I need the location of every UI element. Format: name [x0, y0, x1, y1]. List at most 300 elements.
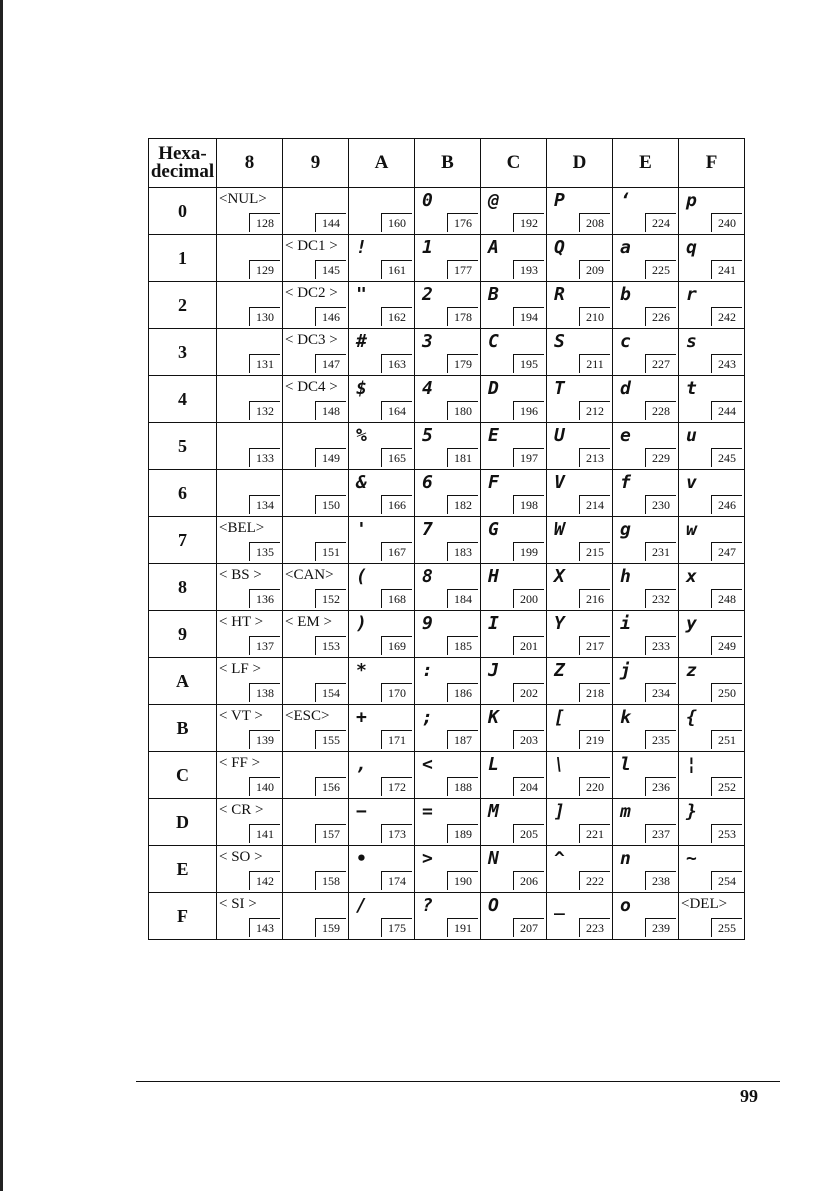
decimal-code-box: 139 — [249, 730, 280, 749]
table-cell — [547, 235, 613, 282]
table-cell — [415, 658, 481, 705]
table-cell — [613, 611, 679, 658]
decimal-code-box: 192 — [513, 213, 544, 232]
table-cell — [481, 282, 547, 329]
decimal-code-box: 137 — [249, 636, 280, 655]
decimal-code-box: 227 — [645, 354, 676, 373]
character-glyph: ¦ — [686, 754, 697, 775]
character-glyph: M — [488, 801, 499, 822]
row-header: 9 — [149, 611, 217, 658]
table-cell — [547, 893, 613, 940]
decimal-code-box: 180 — [447, 401, 478, 420]
character-glyph: K — [488, 707, 499, 728]
decimal-code-box: 157 — [315, 824, 346, 843]
table-cell — [415, 846, 481, 893]
table-cell — [481, 705, 547, 752]
table-cell — [481, 470, 547, 517]
character-glyph: @ — [488, 190, 499, 211]
decimal-code-box: 164 — [381, 401, 412, 420]
character-glyph: N — [488, 848, 499, 869]
character-glyph: # — [356, 331, 367, 352]
character-glyph: = — [422, 801, 433, 822]
decimal-code-box: 148 — [315, 401, 346, 420]
decimal-code-box: 128 — [249, 213, 280, 232]
character-glyph: > — [422, 848, 433, 869]
character-glyph: Y — [554, 613, 565, 634]
table-cell — [679, 799, 745, 846]
table-cell — [217, 517, 283, 564]
row-header: 8 — [149, 564, 217, 611]
row-header: 4 — [149, 376, 217, 423]
table-cell — [217, 423, 283, 470]
decimal-code-box: 212 — [579, 401, 610, 420]
table-cell — [679, 611, 745, 658]
table-cell — [481, 846, 547, 893]
table-cell — [613, 282, 679, 329]
decimal-code-box: 218 — [579, 683, 610, 702]
character-glyph: j — [620, 660, 631, 681]
decimal-code-box: 226 — [645, 307, 676, 326]
table-cell — [217, 564, 283, 611]
table-cell — [349, 329, 415, 376]
decimal-code-box: 150 — [315, 495, 346, 514]
table-cell — [283, 705, 349, 752]
decimal-code-box: 229 — [645, 448, 676, 467]
table-cell — [349, 705, 415, 752]
table-cell — [547, 846, 613, 893]
decimal-code-box: 239 — [645, 918, 676, 937]
character-glyph: L — [488, 754, 499, 775]
decimal-code-box: 183 — [447, 542, 478, 561]
decimal-code-box: 203 — [513, 730, 544, 749]
character-glyph: D — [488, 378, 499, 399]
character-glyph: m — [620, 801, 631, 822]
decimal-code-box: 246 — [711, 495, 742, 514]
table-cell — [613, 329, 679, 376]
table-cell — [283, 329, 349, 376]
decimal-code-box: 163 — [381, 354, 412, 373]
character-glyph: 5 — [422, 425, 433, 446]
decimal-code-box: 130 — [249, 307, 280, 326]
character-glyph: + — [356, 707, 367, 728]
decimal-code-box: 249 — [711, 636, 742, 655]
decimal-code-box: 161 — [381, 260, 412, 279]
decimal-code-box: 202 — [513, 683, 544, 702]
table-cell — [349, 470, 415, 517]
table-body — [149, 188, 745, 940]
decimal-code-box: 236 — [645, 777, 676, 796]
table-cell — [283, 564, 349, 611]
character-glyph: ] — [554, 801, 565, 822]
decimal-code-box: 135 — [249, 542, 280, 561]
decimal-code-box: 195 — [513, 354, 544, 373]
decimal-code-box: 196 — [513, 401, 544, 420]
decimal-code-box: 147 — [315, 354, 346, 373]
character-glyph: k — [620, 707, 631, 728]
decimal-code-box: 209 — [579, 260, 610, 279]
decimal-code-box: 217 — [579, 636, 610, 655]
table-cell — [217, 705, 283, 752]
table-cell — [679, 376, 745, 423]
table-row — [149, 611, 745, 658]
character-glyph: X — [554, 566, 565, 587]
decimal-code-box: 136 — [249, 589, 280, 608]
table-cell — [217, 470, 283, 517]
decimal-code-box: 146 — [315, 307, 346, 326]
control-code-label: < LF > — [219, 661, 261, 677]
table-cell — [217, 282, 283, 329]
decimal-code-box: 141 — [249, 824, 280, 843]
table-row — [149, 376, 745, 423]
decimal-code-box: 205 — [513, 824, 544, 843]
character-glyph: h — [620, 566, 631, 587]
decimal-code-box: 190 — [447, 871, 478, 890]
character-glyph: ; — [422, 707, 433, 728]
control-code-label: <BEL> — [219, 520, 265, 536]
decimal-code-box: 231 — [645, 542, 676, 561]
table-row — [149, 893, 745, 940]
decimal-code-box: 171 — [381, 730, 412, 749]
character-glyph: C — [488, 331, 499, 352]
decimal-code-box: 238 — [645, 871, 676, 890]
decimal-code-box: 245 — [711, 448, 742, 467]
row-header: A — [149, 658, 217, 705]
decimal-code-box: 187 — [447, 730, 478, 749]
decimal-code-box: 176 — [447, 213, 478, 232]
table-cell — [679, 517, 745, 564]
page-binding-edge — [0, 0, 3, 1191]
decimal-code-box: 181 — [447, 448, 478, 467]
decimal-code-box: 160 — [381, 213, 412, 232]
control-code-label: < DC3 > — [285, 332, 338, 348]
table-row — [149, 282, 745, 329]
decimal-code-box: 225 — [645, 260, 676, 279]
table-cell — [217, 658, 283, 705]
table-cell — [679, 658, 745, 705]
decimal-code-box: 185 — [447, 636, 478, 655]
decimal-code-box: 237 — [645, 824, 676, 843]
table-cell — [283, 846, 349, 893]
table-row — [149, 799, 745, 846]
table-cell — [349, 517, 415, 564]
decimal-code-box: 189 — [447, 824, 478, 843]
character-glyph: ~ — [686, 848, 697, 869]
decimal-code-box: 188 — [447, 777, 478, 796]
decimal-code-box: 168 — [381, 589, 412, 608]
column-header-a: A — [349, 139, 415, 188]
decimal-code-box: 173 — [381, 824, 412, 843]
character-glyph: S — [554, 331, 565, 352]
decimal-code-box: 194 — [513, 307, 544, 326]
decimal-code-box: 230 — [645, 495, 676, 514]
decimal-code-box: 174 — [381, 871, 412, 890]
character-glyph: J — [488, 660, 499, 681]
decimal-code-box: 184 — [447, 589, 478, 608]
decimal-code-box: 213 — [579, 448, 610, 467]
decimal-code-box: 201 — [513, 636, 544, 655]
control-code-label: < DC1 > — [285, 238, 338, 254]
character-glyph: 8 — [422, 566, 433, 587]
decimal-code-box: 172 — [381, 777, 412, 796]
decimal-code-box: 167 — [381, 542, 412, 561]
table-cell — [217, 329, 283, 376]
character-glyph: q — [686, 237, 697, 258]
character-glyph: & — [356, 472, 367, 493]
table-cell — [679, 564, 745, 611]
control-code-label: < DC2 > — [285, 285, 338, 301]
table-cell — [415, 517, 481, 564]
table-cell — [481, 329, 547, 376]
character-glyph: 9 — [422, 613, 433, 634]
table-cell — [349, 423, 415, 470]
table-cell — [547, 705, 613, 752]
decimal-code-box: 235 — [645, 730, 676, 749]
table-cell — [481, 611, 547, 658]
character-glyph: A — [488, 237, 499, 258]
table-cell — [217, 611, 283, 658]
character-glyph: " — [356, 284, 367, 305]
character-glyph: Z — [554, 660, 565, 681]
table-cell — [349, 846, 415, 893]
decimal-code-box: 143 — [249, 918, 280, 937]
character-glyph: s — [686, 331, 697, 352]
table-cell — [283, 470, 349, 517]
row-header: 2 — [149, 282, 217, 329]
decimal-code-box: 169 — [381, 636, 412, 655]
column-header-8: 8 — [217, 139, 283, 188]
table-cell — [415, 705, 481, 752]
control-code-label: <CAN> — [285, 567, 334, 583]
decimal-code-box: 186 — [447, 683, 478, 702]
decimal-code-box: 252 — [711, 777, 742, 796]
character-code-table — [148, 138, 745, 940]
character-glyph: , — [356, 754, 367, 775]
decimal-code-box: 152 — [315, 589, 346, 608]
table-cell — [679, 282, 745, 329]
character-glyph: u — [686, 425, 697, 446]
character-glyph: w — [686, 519, 697, 540]
character-glyph: c — [620, 331, 631, 352]
table-cell — [283, 893, 349, 940]
character-glyph: g — [620, 519, 631, 540]
decimal-code-box: 154 — [315, 683, 346, 702]
decimal-code-box: 138 — [249, 683, 280, 702]
table-cell — [481, 376, 547, 423]
table-cell — [547, 752, 613, 799]
table-cell — [415, 235, 481, 282]
table-row — [149, 235, 745, 282]
table-cell — [415, 282, 481, 329]
decimal-code-box: 191 — [447, 918, 478, 937]
character-glyph: ( — [356, 566, 367, 587]
character-glyph: 1 — [422, 237, 433, 258]
table-cell — [349, 611, 415, 658]
table-cell — [613, 658, 679, 705]
control-code-label: < FF > — [219, 755, 261, 771]
table-cell — [349, 658, 415, 705]
table-cell — [415, 611, 481, 658]
table-cell — [613, 188, 679, 235]
table-cell — [613, 235, 679, 282]
row-header: 0 — [149, 188, 217, 235]
character-glyph: b — [620, 284, 631, 305]
decimal-code-box: 224 — [645, 213, 676, 232]
character-glyph: p — [686, 190, 697, 211]
control-code-label: < CR > — [219, 802, 264, 818]
decimal-code-box: 241 — [711, 260, 742, 279]
character-glyph: _ — [554, 895, 565, 916]
table-cell — [547, 517, 613, 564]
control-code-label: < HT > — [219, 614, 264, 630]
decimal-code-box: 165 — [381, 448, 412, 467]
control-code-label: < VT > — [219, 708, 263, 724]
control-code-label: < BS > — [219, 567, 262, 583]
table-cell — [217, 752, 283, 799]
decimal-code-box: 153 — [315, 636, 346, 655]
character-glyph: 4 — [422, 378, 433, 399]
table-cell — [481, 893, 547, 940]
character-glyph: l — [620, 754, 631, 775]
decimal-code-box: 166 — [381, 495, 412, 514]
table-cell — [283, 282, 349, 329]
table-cell — [547, 282, 613, 329]
table-row — [149, 564, 745, 611]
table-cell — [613, 846, 679, 893]
decimal-code-box: 151 — [315, 542, 346, 561]
table-cell — [547, 470, 613, 517]
table-cell — [217, 846, 283, 893]
decimal-code-box: 140 — [249, 777, 280, 796]
column-header-9: 9 — [283, 139, 349, 188]
character-glyph: y — [686, 613, 697, 634]
character-glyph: < — [422, 754, 433, 775]
character-glyph: n — [620, 848, 631, 869]
character-glyph: 6 — [422, 472, 433, 493]
table-cell — [415, 564, 481, 611]
table-cell — [679, 846, 745, 893]
table-cell — [283, 658, 349, 705]
table-cell — [679, 329, 745, 376]
table-cell — [613, 799, 679, 846]
decimal-code-box: 132 — [249, 401, 280, 420]
table-row — [149, 470, 745, 517]
character-glyph: / — [356, 895, 367, 916]
character-glyph: R — [554, 284, 565, 305]
table-cell — [349, 376, 415, 423]
decimal-code-box: 228 — [645, 401, 676, 420]
decimal-code-box: 133 — [249, 448, 280, 467]
table-cell — [283, 235, 349, 282]
table-cell — [547, 423, 613, 470]
decimal-code-box: 248 — [711, 589, 742, 608]
decimal-code-box: 208 — [579, 213, 610, 232]
table-cell — [217, 188, 283, 235]
table-cell — [283, 517, 349, 564]
table-cell — [415, 470, 481, 517]
decimal-code-box: 219 — [579, 730, 610, 749]
table-cell — [349, 799, 415, 846]
decimal-code-box: 158 — [315, 871, 346, 890]
table-row — [149, 752, 745, 799]
table-cell — [481, 517, 547, 564]
table-cell — [349, 282, 415, 329]
table-cell — [547, 376, 613, 423]
character-glyph: ' — [356, 519, 367, 540]
character-glyph: P — [554, 190, 565, 211]
decimal-code-box: 214 — [579, 495, 610, 514]
table-cell — [415, 752, 481, 799]
table-cell — [283, 799, 349, 846]
table-cell — [349, 235, 415, 282]
table-cell — [679, 470, 745, 517]
character-glyph: T — [554, 378, 565, 399]
decimal-code-box: 233 — [645, 636, 676, 655]
row-header: 1 — [149, 235, 217, 282]
decimal-code-box: 175 — [381, 918, 412, 937]
decimal-code-box: 210 — [579, 307, 610, 326]
table-cell — [481, 423, 547, 470]
decimal-code-box: 129 — [249, 260, 280, 279]
footer-rule — [136, 1081, 780, 1082]
character-glyph: ‘ — [620, 190, 631, 211]
decimal-code-box: 179 — [447, 354, 478, 373]
decimal-code-box: 177 — [447, 260, 478, 279]
decimal-code-box: 232 — [645, 589, 676, 608]
character-glyph: : — [422, 660, 433, 681]
character-glyph: % — [356, 425, 367, 446]
decimal-code-box: 134 — [249, 495, 280, 514]
character-glyph: F — [488, 472, 499, 493]
decimal-code-box: 198 — [513, 495, 544, 514]
table-cell — [613, 893, 679, 940]
row-header: D — [149, 799, 217, 846]
decimal-code-box: 247 — [711, 542, 742, 561]
table-cell — [283, 752, 349, 799]
character-glyph: I — [488, 613, 499, 634]
decimal-code-box: 144 — [315, 213, 346, 232]
row-header: F — [149, 893, 217, 940]
decimal-code-box: 156 — [315, 777, 346, 796]
table-cell — [283, 376, 349, 423]
decimal-code-box: 221 — [579, 824, 610, 843]
character-glyph: i — [620, 613, 631, 634]
decimal-code-box: 244 — [711, 401, 742, 420]
table-cell — [613, 423, 679, 470]
table-cell — [481, 752, 547, 799]
table-cell — [613, 752, 679, 799]
page-number: 99 — [740, 1086, 758, 1106]
table-cell — [679, 705, 745, 752]
table-row — [149, 705, 745, 752]
character-glyph: B — [488, 284, 499, 305]
table-cell — [349, 893, 415, 940]
table-cell — [481, 188, 547, 235]
row-header: E — [149, 846, 217, 893]
decimal-code-box: 240 — [711, 213, 742, 232]
table-row — [149, 188, 745, 235]
decimal-code-box: 255 — [711, 918, 742, 937]
table-cell — [415, 893, 481, 940]
table-cell — [547, 611, 613, 658]
decimal-code-box: 193 — [513, 260, 544, 279]
column-header-d: D — [547, 139, 613, 188]
table-cell — [481, 564, 547, 611]
character-glyph: 7 — [422, 519, 433, 540]
decimal-code-box: 251 — [711, 730, 742, 749]
decimal-code-box: 204 — [513, 777, 544, 796]
control-code-label: <ESC> — [285, 708, 330, 724]
character-glyph: t — [686, 378, 697, 399]
